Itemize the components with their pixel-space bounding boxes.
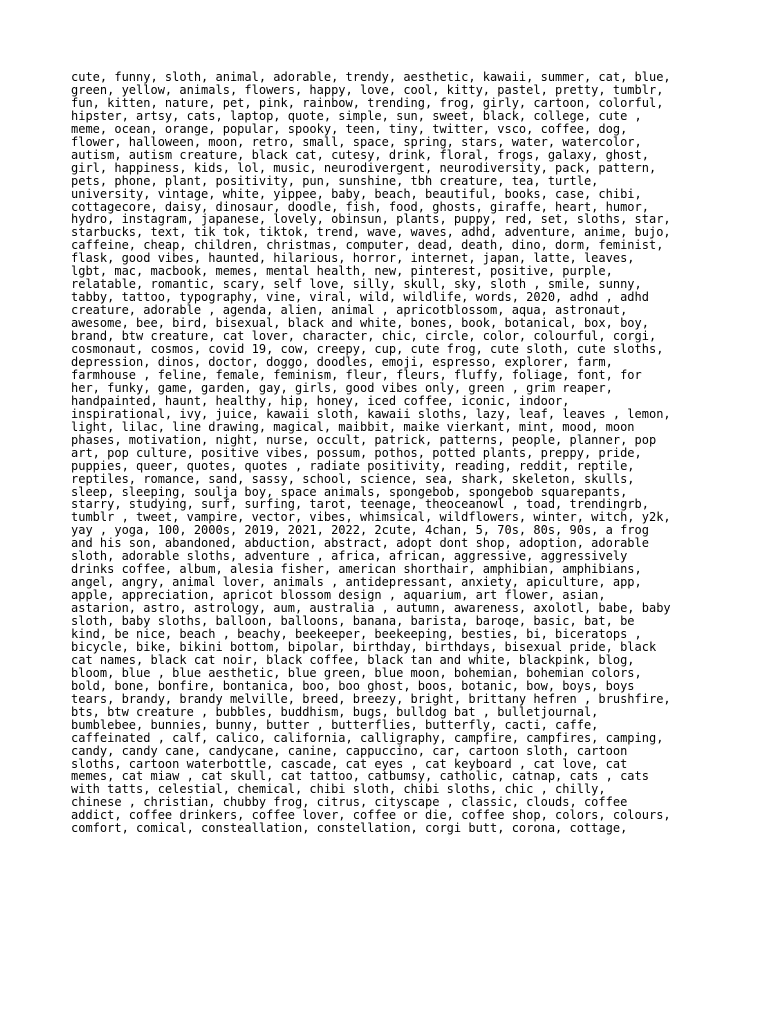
text-line: apple, appreciation, apricot blossom design , aquarium, art flower, asian, (71, 588, 606, 603)
text-line: flask, good vibes, haunted, hilarious, horror, internet, japan, latte, leaves, (71, 251, 635, 266)
text-line: handpainted, haunt, healthy, hip, honey, iced coffee, iconic, indoor, (71, 393, 570, 408)
text-line: brand, btw creature, cat lover, character, chic, circle, color, colourful, corgi, (71, 329, 657, 344)
text-line: cottagecore, daisy, dinosaur, doodle, fish, food, ghosts, giraffe, heart, humor, (71, 199, 649, 214)
text-line: cute, funny, sloth, animal, adorable, trendy, aesthetic, kawaii, summer, cat, blue, (71, 70, 671, 84)
text-line: creature, adorable , agenda, alien, animal , apricotblossom, aqua, astronaut, (71, 303, 628, 318)
text-line: cosmonaut, cosmos, covid 19, cow, creepy, cup, cute frog, cute sloth, cute sloths, (71, 342, 664, 357)
text-line: girl, happiness, kids, lol, music, neurodivergent, neurodiversity, pack, pattern, (71, 160, 657, 175)
text-line: bold, bone, bonfire, bontanica, boo, boo ghost, boos, botanic, bow, boys, boys (71, 678, 635, 693)
text-line: awesome, bee, bird, bisexual, black and white, bones, book, botanical, box, boy, (71, 316, 649, 331)
text-line: art, pop culture, positive vibes, possum, pothos, potted plants, preppy, pride, (71, 445, 642, 460)
text-line: inspirational, ivy, juice, kawaii sloth, kawaii sloths, lazy, leaf, leaves , lemon, (71, 406, 671, 421)
text-line: green, yellow, animals, flowers, happy, love, cool, kitty, pastel, pretty, tumblr, (71, 82, 664, 97)
text-line: starbucks, text, tik tok, tiktok, trend, wave, waves, adhd, adventure, anime, bujo, (71, 225, 671, 240)
text-line: phases, motivation, night, nurse, occult, patrick, patterns, people, planner, pop (71, 432, 657, 447)
text-line: farmhouse , feline, female, feminism, fleur, fleurs, fluffy, foliage, font, for (71, 367, 642, 382)
text-line: bicycle, bike, bikini bottom, bipolar, birthday, birthdays, bisexual pride, black (71, 639, 657, 654)
text-line: tears, brandy, brandy melville, breed, breezy, bright, brittany hefren , brushfire, (71, 691, 671, 706)
text-line: lgbt, mac, macbook, memes, mental health, new, pinterest, positive, purple, (71, 264, 613, 279)
text-line: bloom, blue , blue aesthetic, blue green, blue moon, bohemian, bohemian colors, (71, 665, 642, 680)
text-line: drinks coffee, album, alesia fisher, american shorthair, amphibian, amphibians, (71, 562, 642, 577)
text-line: kind, be nice, beach , beachy, beekeeper, beekeeping, besties, bi, biceratops , (71, 626, 642, 641)
text-line: with tatts, celestial, chemical, chibi sloth, chibi sloths, chic , chilly, (71, 782, 606, 797)
text-line: her, funky, game, garden, gay, girls, good vibes only, green , grim reaper, (71, 380, 613, 395)
text-line: yay , yoga, 100, 2000s, 2019, 2021, 2022, 2cute, 4chan, 5, 70s, 80s, 90s, a frog (71, 523, 649, 538)
text-line: comfort, comical, consteallation, constellation, corgi butt, corona, cottage, (71, 821, 628, 836)
text-line: sloths, cartoon waterbottle, cascade, cat eyes , cat keyboard , cat love, cat (71, 756, 628, 771)
text-line: university, vintage, white, yippee, baby, beach, beautiful, books, case, chibi, (71, 186, 642, 201)
text-line: flower, halloween, moon, retro, small, space, spring, stars, water, watercolor, (71, 134, 642, 149)
text-line: autism, autism creature, black cat, cutesy, drink, floral, frogs, galaxy, ghost, (71, 147, 649, 162)
text-line: candy, candy cane, candycane, canine, cappuccino, car, cartoon sloth, cartoon (71, 743, 628, 758)
text-line: puppies, queer, quotes, quotes , radiate positivity, reading, reddit, reptile, (71, 458, 635, 473)
text-line: hipster, artsy, cats, laptop, quote, simple, sun, sweet, black, college, cute , (71, 108, 642, 123)
tag-list-text (71, 71, 711, 835)
text-line: hydro, instagram, japanese, lovely, obinsun, plants, puppy, red, set, sloths, star, (71, 212, 671, 227)
text-line: sloth, baby sloths, balloon, balloons, banana, barista, baroqe, basic, bat, be (71, 614, 635, 629)
text-line: caffeinated , calf, calico, california, calligraphy, campfire, campfires, camping, (71, 730, 664, 745)
text-line: pets, phone, plant, positivity, pun, sunshine, tbh creature, tea, turtle, (71, 173, 599, 188)
text-line: memes, cat miaw , cat skull, cat tattoo, catbumsy, catholic, catnap, cats , cats (71, 769, 649, 784)
text-line: fun, kitten, nature, pet, pink, rainbow, trending, frog, girly, cartoon, colorful, (71, 95, 664, 110)
text-line: angel, angry, animal lover, animals , antidepressant, anxiety, apiculture, app, (71, 575, 642, 590)
text-line: relatable, romantic, scary, self love, silly, skull, sky, sloth , smile, sunny, (71, 277, 642, 292)
text-line: sloth, adorable sloths, adventure , africa, african, aggressive, aggressively (71, 549, 628, 564)
text-line: depression, dinos, doctor, doggo, doodles, emoji, espresso, explorer, farm, (71, 354, 613, 369)
text-line: light, lilac, line drawing, magical, maibbit, maike vierkant, mint, mood, moon (71, 419, 635, 434)
text-line: sleep, sleeping, soulja boy, space animals, spongebob, spongebob squarepants, (71, 484, 628, 499)
text-line: cat names, black cat noir, black coffee, black tan and white, blackpink, blog, (71, 652, 635, 667)
text-line: meme, ocean, orange, popular, spooky, teen, tiny, twitter, vsco, coffee, dog, (71, 121, 628, 136)
text-line: addict, coffee drinkers, coffee lover, coffee or die, coffee shop, colors, colours, (71, 808, 671, 823)
text-line: astarion, astro, astrology, aum, australia , autumn, awareness, axolotl, babe, baby (71, 601, 671, 616)
text-line: and his son, abandoned, abduction, abstract, adopt dont shop, adoption, adorable (71, 536, 649, 551)
text-line: bts, btw creature , bubbles, buddhism, bugs, bulldog bat , bulletjournal, (71, 704, 599, 719)
text-line: tabby, tattoo, typography, vine, viral, wild, wildlife, words, 2020, adhd , adhd (71, 290, 649, 305)
text-line: reptiles, romance, sand, sassy, school, science, sea, shark, skeleton, skulls, (71, 471, 635, 486)
text-line: bumblebee, bunnies, bunny, butter , butterflies, butterfly, cacti, caffe, (71, 717, 599, 732)
text-line: caffeine, cheap, children, christmas, computer, dead, death, dino, dorm, feminist, (71, 238, 664, 253)
text-line: starry, studying, surf, surfing, tarot, teenage, theoceanowl , toad, trendingrb, (71, 497, 649, 512)
text-line: tumblr , tweet, vampire, vector, vibes, whimsical, wildflowers, winter, witch, y2k, (71, 510, 671, 525)
text-line: chinese , christian, chubby frog, citrus, cityscape , classic, clouds, coffee (71, 795, 628, 810)
